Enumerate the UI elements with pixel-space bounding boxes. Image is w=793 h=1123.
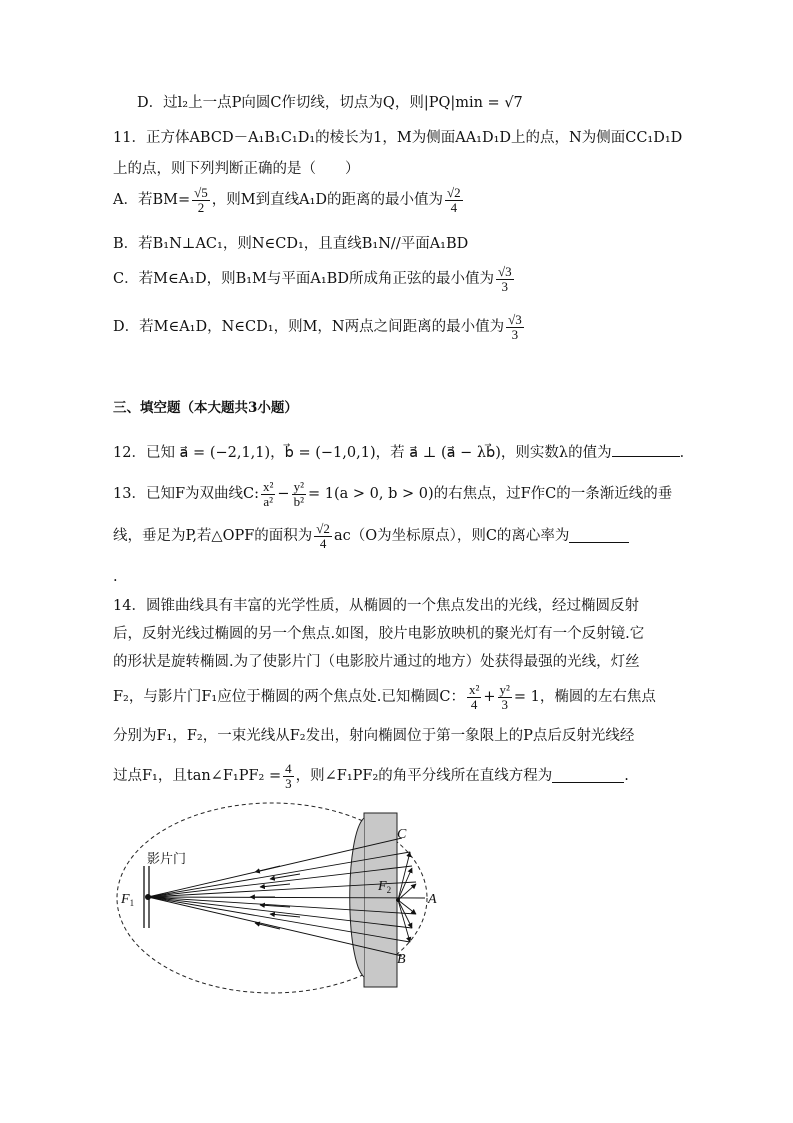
label-f1-sub: 1: [129, 898, 135, 908]
q13-line2-pre: 线，垂足为P,若△OPF的面积为: [113, 527, 313, 544]
q14-line3: 的形状是旋转椭圆.为了使影片门（电影胶片通过的地方）处获得最强的光线，灯丝: [113, 654, 640, 670]
q13-area-den: 4: [319, 535, 327, 551]
f2-rays: [398, 852, 416, 942]
q13-line1-post: = 1(a > 0, b > 0)的右焦点，过F作C的一条渐近线的垂: [307, 485, 673, 502]
q13-hyperbola-y-num: y²: [293, 479, 304, 494]
q11-option-c-num: √3: [497, 264, 512, 279]
film-gate-label: 影片门: [147, 852, 187, 867]
q13-line2-post: ac（O为坐标原点），则C的离心率为: [333, 527, 570, 544]
label-a: A: [428, 892, 437, 907]
q14-line6-pre: 过点F₁，且tan∠F₁PF₂ =: [113, 767, 282, 784]
q14-ellipse-y-den: 3: [501, 696, 508, 712]
q14-line6-mid: ，则∠F₁PF₂的角平分线所在直线方程为: [295, 767, 553, 784]
q11-option-a-answer-den: 4: [450, 199, 458, 215]
label-b: B: [397, 952, 406, 967]
label-f1-letter: F: [121, 892, 130, 907]
q14-line4-pre: F₂，与影片门F₁应位于椭圆的两个焦点处.已知椭圆C：: [113, 688, 465, 705]
q11-option-d-num: √3: [508, 312, 522, 327]
q11-option-a-mid: ，则M到直线A₁D的距离的最小值为: [211, 191, 444, 208]
q14-line5: 分别为F₁，F₂，一束光线从F₂发出，射向椭圆位于第一象限上的P点后反射光线经: [113, 728, 635, 744]
q14-tan-den: 3: [285, 775, 292, 791]
q13-hyperbola-minus: −: [277, 485, 290, 502]
arrow-upper-c: [260, 884, 290, 887]
q11-option-b: B．若B₁N⊥AC₁，则N∈CD₁，且直线B₁N//平面A₁BD: [113, 236, 469, 252]
q13-hyperbola-x-num: x²: [263, 479, 274, 494]
q13-hyperbola-x-den: a²: [263, 493, 274, 509]
q14-ellipse-plus: +: [483, 688, 496, 705]
q11-option-a-fraction-den: 2: [197, 199, 205, 215]
q14-tan-num: 4: [285, 761, 292, 776]
q11-option-c-pre: C．若M∈A₁D，则B₁M与平面A₁BD所成角正弦的最小值为: [113, 270, 494, 287]
f2-focus-point: [396, 898, 400, 902]
q11-option-a-fraction-num: √5: [194, 185, 208, 200]
q13-line3: .: [113, 569, 118, 585]
q11-option-a-answer-num: √2: [447, 185, 461, 200]
q12-text-post: ．: [679, 445, 695, 461]
arrow-upper-a: [255, 866, 280, 872]
q13-area-num: √2: [316, 521, 330, 536]
arrow-lower-c: [255, 923, 280, 929]
label-f2-letter: F: [378, 879, 387, 894]
q14-ellipse-x-num: x²: [468, 682, 480, 697]
q12-text-pre: 12．已知 a⃗ = (−2,1,1)，b⃗ = (−1,0,1)，若 a⃗ ⊥ (a⃗ − λb⃗)，则实数λ的值为: [113, 445, 612, 461]
q11-stem-line1: 11．正方体ABCD－A₁B₁C₁D₁的棱长为1，M为侧面AA₁D₁D上的点，N为侧面CC₁D₁D: [113, 130, 683, 146]
q11-option-c-den: 3: [501, 278, 509, 294]
q14-line6-end: .: [624, 767, 629, 784]
q11-option-a-pre: A．若BM=: [113, 191, 191, 208]
f2-ray-4: [398, 900, 416, 914]
q10-option-d: D．过l₂上一点P向圆C作切线，切点为Q，则|PQ|min = √7: [137, 95, 523, 111]
label-c: C: [397, 827, 407, 842]
label-f2-sub: 2: [386, 885, 392, 895]
q11-stem-line2: 上的点，则下列判断正确的是（ ）: [113, 161, 360, 177]
label-f1: [120, 892, 134, 908]
q14-ellipse-y-num: y²: [499, 682, 510, 697]
arrow-upper-b: [270, 874, 300, 879]
q14-line2: 后，反射光线过椭圆的另一个焦点.如图，胶片电影放映机的聚光灯有一个反射镜.它: [113, 626, 645, 642]
section-3-title: 三、填空题（本大题共3小题）: [113, 400, 298, 416]
q11-option-d-pre: D．若M∈A₁D，N∈CD₁，则M，N两点之间距离的最小值为: [113, 318, 505, 335]
q11-option-d-den: 3: [511, 326, 519, 342]
q14-line4-post: = 1，椭圆的左右焦点: [513, 688, 656, 705]
q14-line1: 14．圆锥曲线具有丰富的光学性质，从椭圆的一个焦点发出的光线，经过椭圆反射: [113, 598, 639, 614]
q13-hyperbola-y-den: b²: [293, 493, 304, 509]
q14-ellipse-x-den: 4: [470, 696, 478, 712]
q13-line1-pre: 13．已知F为双曲线C:: [113, 485, 259, 502]
